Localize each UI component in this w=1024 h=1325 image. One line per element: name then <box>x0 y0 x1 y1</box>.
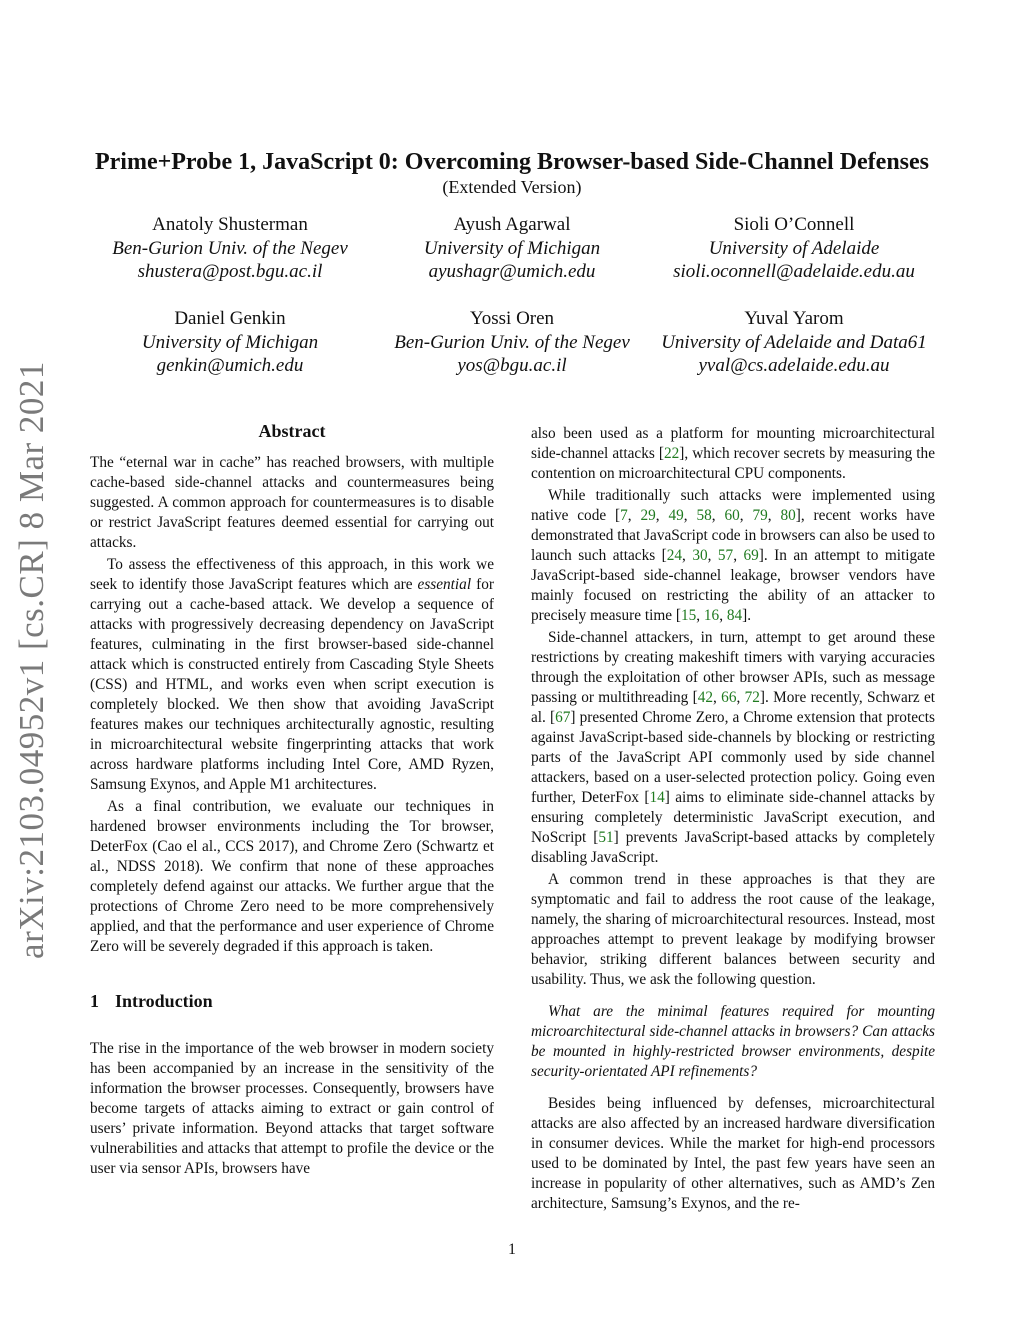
abstract-heading: Abstract <box>258 421 326 441</box>
text-run: ] aims to eliminate side-channel attacks by ensuring completely deterministic JavaScript execution, and NoScript [ <box>531 789 935 846</box>
arxiv-stamp-container <box>4 360 60 960</box>
citation-link[interactable]: 72 <box>744 689 760 706</box>
text-run: ], recent works have demonstrated that JavaScript code in browsers can also be used to launch such attacks [ <box>531 507 935 564</box>
section-number: 1 <box>90 991 99 1011</box>
body-paragraph: A common trend in these approaches is that they are symptomatic and fail to address the root cause of the leakage, namely, the sharing of microarchitectural resources. Instead, most approaches attempt to prevent leakage by modifying browser behavior, striking different balances between security and usability. Thus, we ask the following question. <box>531 871 935 988</box>
citation-link[interactable]: 30 <box>692 547 708 564</box>
author-affiliation: University of Michigan <box>141 331 319 353</box>
text-run: ]. <box>742 607 752 624</box>
author-affiliation: University of Adelaide and Data61 <box>661 331 927 353</box>
research-question <box>531 1002 935 1082</box>
author-block <box>70 213 390 284</box>
author-name: Ayush Agarwal <box>453 214 571 235</box>
author-email: sioli.oconnell@adelaide.edu.au <box>673 261 915 282</box>
author-name: Daniel Genkin <box>174 308 286 329</box>
body-paragraph: The rise in the importance of the web browser in modern society has been accompanied by an increase in the sensitivity of the information the browser processes. Consequently, browsers have become targets of attacks aiming to extract or gain control of users’ private information. Beyond attacks that target software vulnerabilities and attacks that attempt to profile the device or the user via sensor APIs, browsers have <box>90 1040 494 1177</box>
author-block <box>70 307 390 378</box>
abstract-paragraph: As a final contribution, we evaluate our techniques in hardened browser environments including the Tor browser, DeterFox (Cao el al., CCS 2017), and Chrome Zero (Schwartz et al., NDSS 2018). We confirm that none of these approaches completely defend against our attacks. We further argue that the protections of Chrome Zero need to be more comprehensively applied, and that the performance and user experience of Chrome Zero will be severely degraded if this approach is taken. <box>90 798 494 955</box>
author-affiliation: Ben-Gurion Univ. of the Negev <box>112 237 348 259</box>
author-name: Yossi Oren <box>469 308 555 329</box>
paper-title: Prime+Probe 1, JavaScript 0: Overcoming Browser-based Side-Channel Defenses <box>94 149 930 175</box>
citation-link[interactable]: 15 <box>680 607 697 624</box>
citation-link[interactable]: 58 <box>696 507 712 524</box>
citation-link[interactable]: 84 <box>726 607 743 624</box>
citation-link[interactable]: 66 <box>721 689 737 706</box>
right-column <box>531 424 935 1216</box>
citation-link[interactable]: 22 <box>663 445 680 462</box>
author-email: shustera@post.bgu.ac.il <box>137 261 323 282</box>
text-run: ] prevents JavaScript-based attacks by completely disabling JavaScript. <box>531 829 935 866</box>
section-heading <box>90 990 494 1012</box>
citation-link[interactable]: 14 <box>649 789 665 806</box>
author-name: Anatoly Shusterman <box>152 214 308 235</box>
author-email: yval@cs.adelaide.edu.au <box>698 355 890 376</box>
paper-subtitle: (Extended Version) <box>442 177 582 197</box>
citation-link[interactable]: 16 <box>703 607 720 624</box>
section-title: Introduction <box>115 991 213 1011</box>
body-paragraph: Besides being influenced by defenses, microarchitectural attacks are also affected by an increased hardware diversification in consumer devices. While the market for high-end processors used to be dominated by Intel, the past few years have seen an increase in popularity of other alternatives, such as AMD’s Zen architecture, Samsung’s Exynos, and the re- <box>531 1095 935 1212</box>
citation-link[interactable]: 60 <box>724 507 740 524</box>
citation-link[interactable]: 7 <box>620 507 628 524</box>
author-name: Sioli O’Connell <box>733 214 855 235</box>
body-paragraph: While traditionally such attacks were implemented using native code [7, 29, 49, 58, 60, 79, 80], recent works have demonstrated that JavaScript code in browsers can also be used to launch such attacks [24, 30, 57, 69]. In an attempt to mitigate JavaScript-based side-channel leakage, browser vendors have mainly focused on restricting the ability of an attacker to precisely measure time [15, 16, 84]. <box>531 487 936 624</box>
left-column <box>90 420 494 1181</box>
author-email: yos@bgu.ac.il <box>457 355 567 376</box>
research-question-text: What are the minimal features required for mounting microarchitectural side-channel attacks in browsers? Can attacks be mounted in highly-restricted browser environments, despite security-orientated API refinements? <box>531 1003 935 1080</box>
citation-link[interactable]: 29 <box>640 507 656 524</box>
author-block <box>352 307 672 378</box>
text-run: While traditionally such attacks were implemented using native code [ <box>531 487 935 524</box>
body-paragraph: Side-channel attackers, in turn, attempt to get around these restrictions by creating makeshift timers with varying accuracies through the exploitation of other browser APIs, such as message passing or multithreading [42, 66, 72]. More recently, Schwarz et al. [67] presented Chrome Zero, a Chrome extension that protects against JavaScript-based side-channels by blocking or restricting parts of the JavaScript API commonly used by side channel attackers, based on a user-selected protection policy. Going even further, DeterFox [14] aims to eliminate side-channel attacks by ensuring completely deterministic JavaScript execution, and NoScript [51] prevents JavaScript-based attacks by completely disabling JavaScript. <box>531 629 935 866</box>
citation-link[interactable]: 51 <box>598 829 614 846</box>
citation-link[interactable]: 57 <box>717 547 734 564</box>
author-email: genkin@umich.edu <box>156 355 304 376</box>
author-name: Yuval Yarom <box>744 308 844 329</box>
emphasis: essential <box>417 576 472 593</box>
body-paragraph <box>531 424 935 484</box>
text-run: also been used as a platform for mounting microarchitectural side-channel attacks [ <box>531 425 935 462</box>
citation-link[interactable]: 80 <box>780 507 796 524</box>
author-block <box>634 213 954 284</box>
author-block <box>634 307 954 378</box>
page-number: 1 <box>508 1241 516 1258</box>
abstract-paragraph <box>90 555 494 795</box>
text-run: To assess the effectiveness of this approach, in this work we seek to identify those JavaScript features which are <box>90 556 494 593</box>
citation-link[interactable]: 49 <box>668 507 684 524</box>
text-run: ]. More recently, Schwarz et al. [ <box>531 689 935 726</box>
abstract-paragraph: The “eternal war in cache” has reached browsers, with multiple cache-based side-channel attacks and countermeasures being suggested. A common approach for countermeasures is to disable or restrict JavaScript features deemed essential for carrying out attacks. <box>90 454 494 551</box>
author-block <box>352 213 672 284</box>
citation-link[interactable]: 67 <box>555 709 571 726</box>
arxiv-stamp: arXiv:2103.04952v1 [cs.CR] 8 Mar 2021 <box>12 361 52 959</box>
author-affiliation: Ben-Gurion Univ. of the Negev <box>394 331 630 353</box>
text-run: ] presented Chrome Zero, a Chrome extension that protects against JavaScript-based side-channels by blocking or restricting parts of the JavaScript API commonly used by side channel attackers, based on a user-selected protection policy. Going even further, DeterFox [ <box>531 709 935 806</box>
text-run: ], which recover secrets by measuring the contention on microarchitectural CPU components. <box>531 445 935 482</box>
text-run: Side-channel attackers, in turn, attempt to get around these restrictions by creating makeshift timers with varying accuracies through the exploitation of other browser APIs, such as message passing or multithreading [ <box>531 629 935 706</box>
citation-link[interactable]: 79 <box>752 507 768 524</box>
text-run: for carrying out a cache-based attack. We develop a sequence of attacks with progressively decreasing dependency on JavaScript features, culminating in the first browser-based side-channel attack which is constructed entirely from Cascading Style Sheets (CSS) and HTML, and works even when script execution is completely blocked. We then show that avoiding JavaScript features makes our techniques architecturally agnostic, resulting in microarchitectural website fingerprinting attacks that work across hardware platforms including Intel Core, AMD Ryzen, Samsung Exynos, and Apple M1 architectures. <box>90 576 494 793</box>
citation-link[interactable]: 42 <box>697 689 714 706</box>
citation-link[interactable]: 69 <box>743 547 759 564</box>
author-email: ayushagr@umich.edu <box>428 261 596 282</box>
text-run: ]. In an attempt to mitigate JavaScript-based side-channel leakage, browser vendors have mainly focused on restricting the ability of an attacker to precisely measure time [ <box>531 547 936 624</box>
citation-link[interactable]: 24 <box>666 547 683 564</box>
author-affiliation: University of Michigan <box>423 237 601 259</box>
author-affiliation: University of Adelaide <box>708 237 880 259</box>
